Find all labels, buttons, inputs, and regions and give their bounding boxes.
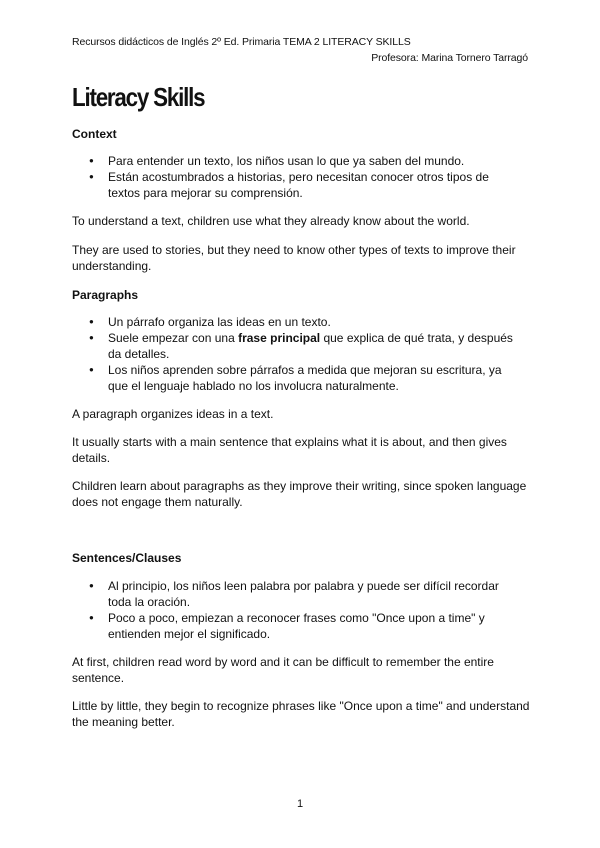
page-number: 1 <box>296 798 304 810</box>
header-course-line: Recursos didácticos de Inglés 2º Ed. Primaria TEMA 2 LITERACY SKILLS <box>72 36 411 48</box>
context-paragraph-2: They are used to stories, but they need to know other types of texts to improve their understanding. <box>72 243 516 273</box>
list-item: ● Para entender un texto, los niños usan lo que ya saben del mundo. <box>72 153 522 169</box>
list-item: ● Un párrafo organiza las ideas en un texto. <box>72 314 522 330</box>
sentences-bullet-list <box>72 578 522 642</box>
section-heading-sentences: Sentences/Clauses <box>72 551 182 565</box>
list-item <box>72 330 522 362</box>
paragraphs-bullet-list <box>72 314 522 394</box>
sentences-paragraph-2: Little by little, they begin to recognize phrases like "Once upon a time" and understand the meaning better. <box>72 699 530 729</box>
list-item: ● Al principio, los niños leen palabra por palabra y puede ser difícil recordar toda la oración. <box>72 578 522 610</box>
page-title: Literacy Skills <box>72 82 205 112</box>
paragraphs-paragraph-2: It usually starts with a main sentence that explains what it is about, and then gives details. <box>72 435 507 465</box>
bold-term: frase principal <box>238 331 321 345</box>
list-item: ● Poco a poco, empiezan a reconocer frases como "Once upon a time" y entienden mejor el significado. <box>72 610 522 642</box>
bullet-text: Suele empezar con una <box>108 331 239 345</box>
section-heading-paragraphs: Paragraphs <box>72 288 139 302</box>
header-teacher-line: Profesora: Marina Tornero Tarragó <box>371 52 528 64</box>
paragraphs-paragraph-3: Children learn about paragraphs as they improve their writing, since spoken language does not engage them naturally. <box>72 479 527 509</box>
section-heading-context: Context <box>72 127 117 141</box>
list-item: ● Están acostumbrados a historias, pero necesitan conocer otros tipos de textos para mejorar su comprensión. <box>72 169 522 201</box>
bullet-text: que explica de qué trata, y después da detalles. <box>108 331 513 361</box>
context-paragraph-1: To understand a text, children use what they already know about the world. <box>72 214 470 228</box>
context-bullet-list <box>72 153 522 201</box>
list-item: ● Los niños aprenden sobre párrafos a medida que mejoran su escritura, ya que el lenguaje hablado no los involucra naturalmente. <box>72 362 522 394</box>
sentences-paragraph-1: At first, children read word by word and it can be difficult to remember the entire sentence. <box>72 655 494 685</box>
paragraphs-paragraph-1: A paragraph organizes ideas in a text. <box>72 407 274 421</box>
